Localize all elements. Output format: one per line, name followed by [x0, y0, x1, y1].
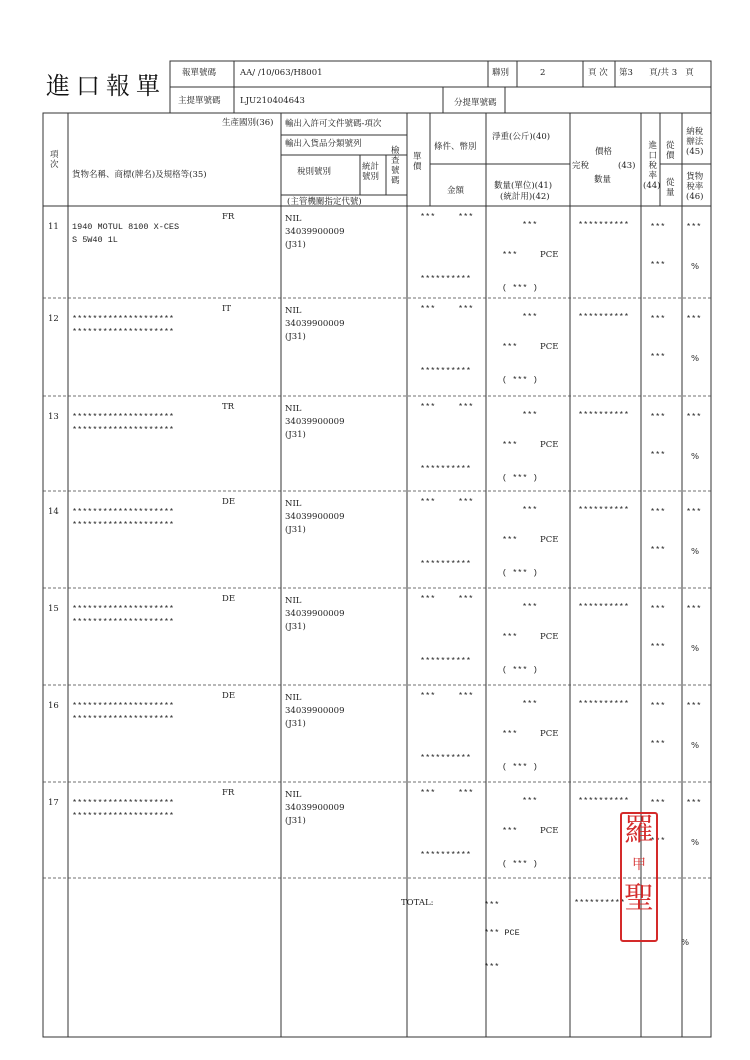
- row-17-control-code: (J31): [285, 816, 306, 826]
- row-12-item-no: 12: [48, 314, 59, 324]
- row-11-unit-price-a: ***: [420, 212, 436, 222]
- row-14-price: **********: [578, 505, 630, 515]
- seal-stamp: 羅 甲 聖: [620, 812, 658, 942]
- total-net: ***: [484, 900, 500, 910]
- total-stat: ***: [484, 962, 500, 972]
- row-14-import-rate: ***: [650, 507, 666, 517]
- row-11-amount: **********: [420, 274, 472, 284]
- row-17-import-rate: ***: [650, 798, 666, 808]
- row-13-import-rate: ***: [650, 412, 666, 422]
- row-16-tariff-no: 34039900009: [285, 706, 345, 716]
- row-13-control-code: (J31): [285, 430, 306, 440]
- row-11-description-line2: S 5W40 1L: [72, 235, 118, 245]
- col-qty: 數量(單位)(41): [494, 181, 553, 191]
- row-12-permit: NIL: [285, 306, 302, 316]
- row-17-cargo-tax: %: [691, 838, 700, 848]
- col-terms: 條件、幣別: [434, 142, 477, 152]
- row-11-control-code: (J31): [285, 240, 306, 250]
- row-15-unit: PCE: [540, 632, 559, 642]
- col-tariff-class: 輸出入貨品分類號列: [285, 139, 362, 149]
- decl-no-label: 報單號碼: [182, 68, 217, 78]
- col-amount: 金額: [447, 186, 465, 196]
- row-14-unit-price-a: ***: [420, 497, 436, 507]
- row-16-quantity: ***: [502, 729, 518, 739]
- row-15-unit-price-b: ***: [458, 594, 474, 604]
- row-15-description-line1: ********************: [72, 604, 175, 614]
- row-14-unit-price-b: ***: [458, 497, 474, 507]
- row-11-unit: PCE: [540, 250, 559, 260]
- page-label: 頁 次: [588, 68, 608, 78]
- row-13-cargo-tax: %: [691, 452, 700, 462]
- row-16-description-line2: ********************: [72, 714, 175, 724]
- col-dutiable: 完稅: [572, 161, 590, 171]
- row-17-origin: FR: [222, 788, 235, 798]
- row-12-unit: PCE: [540, 342, 559, 352]
- row-14-permit: NIL: [285, 499, 302, 509]
- row-14-method: ***: [686, 507, 702, 517]
- row-13-amount: **********: [420, 464, 472, 474]
- row-13-net-weight: ***: [522, 410, 538, 420]
- row-15-control-code: (J31): [285, 622, 306, 632]
- col-description: 貨物名稱、商標(牌名)及規格等(35): [72, 170, 207, 180]
- row-13-origin: TR: [222, 402, 235, 412]
- row-12-control-code: (J31): [285, 332, 306, 342]
- row-12-amount: **********: [420, 366, 472, 376]
- row-11-description-line1: 1940 MOTUL 8100 X-CES: [72, 222, 180, 232]
- page-indicator: 第3 頁/共 3 頁: [619, 68, 694, 78]
- row-16-item-no: 16: [48, 701, 59, 711]
- total-label: TOTAL:: [401, 898, 434, 908]
- row-12-description-line1: ********************: [72, 314, 175, 324]
- row-14-cargo-tax: %: [691, 547, 700, 557]
- row-16-ad-valorem: ***: [650, 739, 666, 749]
- row-16-control-code: (J31): [285, 719, 306, 729]
- row-11-quantity: ***: [502, 250, 518, 260]
- row-16-cargo-tax: %: [691, 741, 700, 751]
- row-12-quantity: ***: [502, 342, 518, 352]
- row-13-stat-qty: ( *** ): [502, 473, 538, 483]
- row-17-price: **********: [578, 796, 630, 806]
- col-origin: 生產國別(36): [222, 118, 274, 128]
- row-16-amount: **********: [420, 753, 472, 763]
- total-price: **********: [574, 898, 626, 908]
- row-16-description-line1: ********************: [72, 701, 175, 711]
- row-17-permit: NIL: [285, 790, 302, 800]
- col-price: 價格: [595, 147, 613, 157]
- row-14-tariff-no: 34039900009: [285, 512, 345, 522]
- row-16-unit-price-a: ***: [420, 691, 436, 701]
- row-14-ad-valorem: ***: [650, 545, 666, 555]
- row-16-permit: NIL: [285, 693, 302, 703]
- col-tariff-no: 稅則號別: [297, 167, 332, 177]
- row-14-amount: **********: [420, 559, 472, 569]
- row-12-stat-qty: ( *** ): [502, 375, 538, 385]
- row-16-unit: PCE: [540, 729, 559, 739]
- row-15-unit-price-a: ***: [420, 594, 436, 604]
- col-item-no: 項 次: [50, 150, 59, 170]
- row-11-method: ***: [686, 222, 702, 232]
- master-bl-value: LJU210404643: [240, 96, 305, 106]
- col-net-weight: 淨重(公斤)(40): [492, 132, 551, 142]
- row-13-unit-price-a: ***: [420, 402, 436, 412]
- row-12-cargo-tax: %: [691, 354, 700, 364]
- row-16-method: ***: [686, 701, 702, 711]
- col-dutiable-num: (43): [618, 161, 636, 171]
- row-16-unit-price-b: ***: [458, 691, 474, 701]
- row-15-ad-valorem: ***: [650, 642, 666, 652]
- row-17-tariff-no: 34039900009: [285, 803, 345, 813]
- col-permit: 輸出入許可文件號碼-項次: [285, 119, 382, 129]
- row-14-net-weight: ***: [522, 505, 538, 515]
- total-qty: *** PCE: [484, 928, 520, 938]
- row-13-ad-valorem: ***: [650, 450, 666, 460]
- row-12-unit-price-a: ***: [420, 304, 436, 314]
- row-15-stat-qty: ( *** ): [502, 665, 538, 675]
- row-15-import-rate: ***: [650, 604, 666, 614]
- col-control-code: (主管機關指定代號): [287, 197, 362, 207]
- row-11-cargo-tax: %: [691, 262, 700, 272]
- row-12-unit-price-b: ***: [458, 304, 474, 314]
- col-inspect-no: 檢 查 號 碼: [391, 146, 400, 186]
- row-16-net-weight: ***: [522, 699, 538, 709]
- lianbie-label: 聯別: [492, 68, 510, 78]
- row-13-permit: NIL: [285, 404, 302, 414]
- row-13-description-line1: ********************: [72, 412, 175, 422]
- row-17-quantity: ***: [502, 826, 518, 836]
- row-14-description-line2: ********************: [72, 520, 175, 530]
- row-12-method: ***: [686, 314, 702, 324]
- row-11-permit: NIL: [285, 214, 302, 224]
- master-bl-label: 主提單號碼: [178, 96, 221, 106]
- col-specific: 從 量: [666, 178, 675, 198]
- row-17-item-no: 17: [48, 798, 59, 808]
- row-14-control-code: (J31): [285, 525, 306, 535]
- row-15-price: **********: [578, 602, 630, 612]
- row-11-price: **********: [578, 220, 630, 230]
- row-17-unit: PCE: [540, 826, 559, 836]
- col-method: 納稅 辦法 (45): [686, 127, 704, 157]
- row-17-amount: **********: [420, 850, 472, 860]
- row-12-ad-valorem: ***: [650, 352, 666, 362]
- col-quantity: 數量: [594, 175, 612, 185]
- row-11-stat-qty: ( *** ): [502, 283, 538, 293]
- row-15-item-no: 15: [48, 604, 59, 614]
- row-13-price: **********: [578, 410, 630, 420]
- row-11-item-no: 11: [48, 222, 59, 232]
- row-17-description-line1: ********************: [72, 798, 175, 808]
- row-17-description-line2: ********************: [72, 811, 175, 821]
- row-11-ad-valorem: ***: [650, 260, 666, 270]
- row-11-net-weight: ***: [522, 220, 538, 230]
- row-12-net-weight: ***: [522, 312, 538, 322]
- row-17-ad-valorem: ***: [650, 836, 666, 846]
- row-15-method: ***: [686, 604, 702, 614]
- row-17-stat-qty: ( *** ): [502, 859, 538, 869]
- row-14-unit: PCE: [540, 535, 559, 545]
- row-14-stat-qty: ( *** ): [502, 568, 538, 578]
- total-tax: %: [681, 938, 690, 948]
- row-16-origin: DE: [222, 691, 236, 701]
- row-12-tariff-no: 34039900009: [285, 319, 345, 329]
- row-15-tariff-no: 34039900009: [285, 609, 345, 619]
- row-12-price: **********: [578, 312, 630, 322]
- col-import-rate: 進 口 稅 率 (44): [643, 141, 661, 191]
- row-14-item-no: 14: [48, 507, 59, 517]
- row-16-price: **********: [578, 699, 630, 709]
- lianbie-value: 2: [540, 68, 546, 78]
- col-stat-no: 統計 號別: [362, 162, 380, 182]
- row-15-net-weight: ***: [522, 602, 538, 612]
- row-15-permit: NIL: [285, 596, 302, 606]
- decl-no-value: AA/ /10/063/H8001: [240, 68, 323, 78]
- col-stat-qty: (統計用)(42): [500, 192, 550, 202]
- row-14-quantity: ***: [502, 535, 518, 545]
- row-15-origin: DE: [222, 594, 236, 604]
- col-ad-valorem: 從 價: [666, 141, 675, 161]
- row-13-unit-price-b: ***: [458, 402, 474, 412]
- row-13-tariff-no: 34039900009: [285, 417, 345, 427]
- row-13-quantity: ***: [502, 440, 518, 450]
- row-17-net-weight: ***: [522, 796, 538, 806]
- col-cargo-tax: 貨物 稅率 (46): [686, 172, 704, 202]
- document-title: 進口報單: [46, 72, 166, 100]
- row-14-origin: DE: [222, 497, 236, 507]
- row-13-item-no: 13: [48, 412, 59, 422]
- row-13-method: ***: [686, 412, 702, 422]
- row-11-unit-price-b: ***: [458, 212, 474, 222]
- row-16-import-rate: ***: [650, 701, 666, 711]
- row-12-import-rate: ***: [650, 314, 666, 324]
- row-17-unit-price-a: ***: [420, 788, 436, 798]
- row-17-method: ***: [686, 798, 702, 808]
- row-11-import-rate: ***: [650, 222, 666, 232]
- row-12-origin: IT: [222, 304, 232, 314]
- row-14-description-line1: ********************: [72, 507, 175, 517]
- row-15-amount: **********: [420, 656, 472, 666]
- row-16-stat-qty: ( *** ): [502, 762, 538, 772]
- row-17-unit-price-b: ***: [458, 788, 474, 798]
- row-12-description-line2: ********************: [72, 327, 175, 337]
- row-13-description-line2: ********************: [72, 425, 175, 435]
- row-15-description-line2: ********************: [72, 617, 175, 627]
- row-11-origin: FR: [222, 212, 235, 222]
- house-bl-label: 分提單號碼: [454, 98, 497, 108]
- row-15-cargo-tax: %: [691, 644, 700, 654]
- row-11-tariff-no: 34039900009: [285, 227, 345, 237]
- col-unit-price: 單 價: [413, 152, 422, 172]
- row-13-unit: PCE: [540, 440, 559, 450]
- row-15-quantity: ***: [502, 632, 518, 642]
